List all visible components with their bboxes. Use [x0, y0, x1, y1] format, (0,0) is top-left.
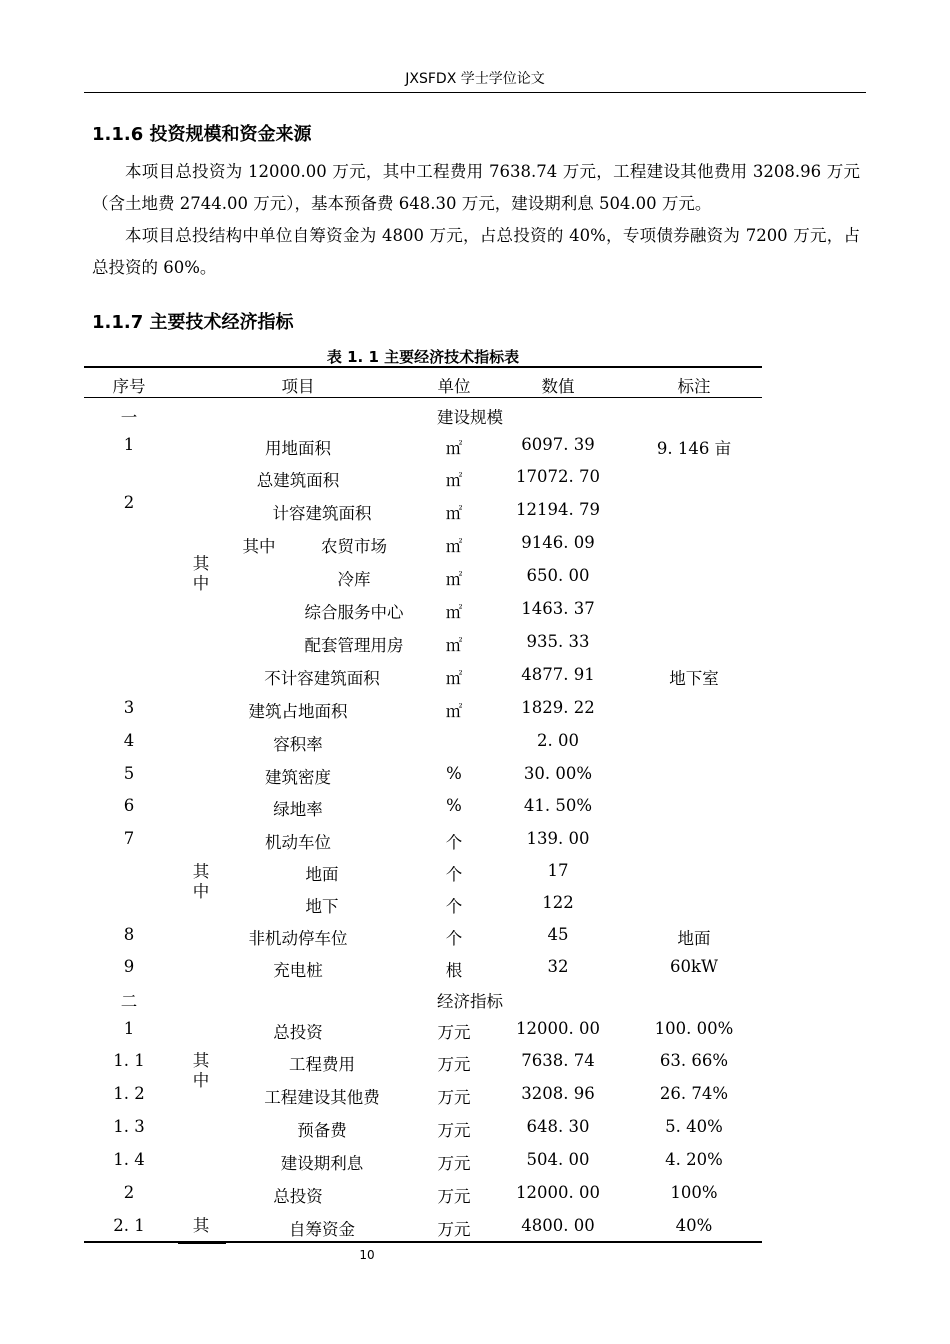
- table-cell-unit: %: [446, 764, 462, 783]
- table-cell-item: 工程建设其他费: [264, 1088, 380, 1107]
- table-cell-note: 100%: [670, 1183, 718, 1202]
- table-cell-value: 139. 00: [526, 829, 590, 848]
- table-cell-seq: 2. 1: [113, 1216, 145, 1235]
- table-cell-unit: ㎡: [445, 669, 463, 688]
- table-cell-unit: 万元: [437, 1088, 471, 1107]
- table-cell-sub: 其中: [242, 537, 276, 556]
- table-cell-item: 机动车位: [265, 833, 331, 852]
- table-cell-seq: 6: [123, 796, 135, 815]
- stub-qi-funding: 其: [192, 1216, 210, 1235]
- stub-qizhong-parking: 其中: [192, 862, 210, 901]
- table-cell-note: 9. 146 亩: [656, 439, 732, 458]
- table-cell-value: 6097. 39: [521, 435, 595, 454]
- table-cell-item: 建设期利息: [280, 1154, 364, 1173]
- table-cell-value: 12194. 79: [516, 500, 600, 519]
- table-cell-value: 650. 00: [526, 566, 590, 585]
- table-cell-note: 26. 74%: [659, 1084, 729, 1103]
- table-cell-item: 容积率: [273, 735, 323, 754]
- table-cell-unit: 万元: [437, 1187, 471, 1206]
- table-cell-item: 地面: [305, 865, 339, 884]
- table-cell-seq: 7: [123, 829, 135, 848]
- table-cell-value: 12000. 00: [516, 1183, 600, 1202]
- stub-qizhong-cost: 其中: [192, 1051, 210, 1090]
- table-cell-value: 648. 30: [526, 1117, 590, 1136]
- table-cell-unit: 个: [445, 929, 463, 948]
- table-cell-unit: 根: [445, 961, 463, 980]
- table-top-rule: [84, 366, 762, 368]
- table-cell-unit: ㎡: [445, 537, 463, 556]
- table-cell-value: 935. 33: [526, 632, 590, 651]
- table-cell-item: 非机动停车位: [248, 929, 348, 948]
- header-note: 标注: [677, 377, 711, 396]
- table-cell-unit: ㎡: [445, 471, 463, 490]
- table-cell-unit: 个: [445, 865, 463, 884]
- header-unit: 单位: [437, 377, 471, 396]
- table-cell-value: 2. 00: [537, 731, 579, 750]
- table-cell-item: 地下: [305, 897, 339, 916]
- stub-qizhong-area: 其中: [192, 554, 210, 593]
- header-value: 数值: [541, 377, 575, 396]
- table-cell-seq: 1: [123, 1019, 135, 1038]
- table-cell-item: 预备费: [297, 1121, 347, 1140]
- table-caption: 表 1. 1 主要经济技术指标表: [326, 348, 520, 366]
- table-cell-seq: 1. 1: [113, 1051, 145, 1070]
- paragraph-investment: 本项目总投资为 12000.00 万元，其中工程费用 7638.74 万元，工程建设其他费用 3208.96 万元（含土地费 2744.00 万元），基本预备费 648.30 万元，建设期利息 504.00 万元。: [92, 162, 860, 213]
- table-cell-note: 地下室: [669, 669, 719, 688]
- table-cell-note: 60kW: [670, 957, 718, 976]
- table-section-label: 建设规模: [437, 408, 503, 427]
- stub-rule: [178, 1243, 226, 1244]
- table-cell-unit: %: [446, 796, 462, 815]
- section-heading-1-1-7: 1.1.7 主要技术经济指标: [92, 312, 294, 333]
- header-seq: 序号: [112, 377, 146, 396]
- table-cell-unit: 万元: [437, 1121, 471, 1140]
- table-cell-value: 32: [547, 957, 569, 976]
- table-cell-value: 7638. 74: [521, 1051, 595, 1070]
- table-cell-seq: 1. 4: [113, 1150, 145, 1169]
- table-cell-seq: 1: [123, 435, 135, 454]
- table-cell-item: 绿地率: [273, 800, 323, 819]
- section-heading-1-1-6: 1.1.6 投资规模和资金来源: [92, 124, 312, 145]
- table-cell-unit: 万元: [437, 1220, 471, 1239]
- table-cell-note: 4. 20%: [665, 1150, 723, 1169]
- table-cell-unit: 个: [445, 833, 463, 852]
- table-cell-item: 农贸市场: [321, 537, 387, 556]
- table-cell-item: 自筹资金: [289, 1220, 355, 1239]
- table-cell-note: 40%: [675, 1216, 713, 1235]
- table-cell-value: 504. 00: [526, 1150, 590, 1169]
- table-cell-item: 计容建筑面积: [272, 504, 372, 523]
- table-header-rule: [84, 397, 762, 398]
- header-item: 项目: [281, 377, 315, 396]
- table-cell-unit: ㎡: [445, 504, 463, 523]
- table-cell-seq: 9: [123, 957, 135, 976]
- table-cell-seq: 二: [120, 992, 138, 1011]
- table-cell-value: 4877. 91: [521, 665, 595, 684]
- table-cell-value: 12000. 00: [516, 1019, 600, 1038]
- table-cell-seq: 1. 2: [113, 1084, 145, 1103]
- table-cell-unit: ㎡: [445, 702, 463, 721]
- row-seq-2: 2: [123, 493, 135, 512]
- table-cell-item: 充电桩: [273, 961, 323, 980]
- table-cell-value: 41. 50%: [523, 796, 593, 815]
- table-cell-seq: 2: [123, 1183, 135, 1202]
- table-section-label: 经济指标: [437, 992, 503, 1011]
- table-cell-value: 3208. 96: [521, 1084, 595, 1103]
- table-cell-unit: 万元: [437, 1023, 471, 1042]
- table-cell-item: 总建筑面积: [256, 471, 340, 490]
- table-cell-item: 建筑占地面积: [248, 702, 348, 721]
- paragraph-funding: 本项目总投结构中单位自筹资金为 4800 万元，占总投资的 40%，专项债券融资为 7200 万元，占总投资的 60%。: [92, 226, 860, 277]
- table-cell-value: 45: [547, 925, 569, 944]
- table-cell-value: 1829. 22: [521, 698, 595, 717]
- table-cell-item: 不计容建筑面积: [264, 669, 380, 688]
- table-cell-value: 1463. 37: [521, 599, 595, 618]
- table-cell-item: 综合服务中心: [304, 603, 404, 622]
- running-header: JXSFDX 学士学位论文: [405, 71, 545, 87]
- page-number: 10: [359, 1248, 375, 1262]
- table-cell-unit: 个: [445, 897, 463, 916]
- table-cell-value: 9146. 09: [521, 533, 595, 552]
- table-cell-seq: 5: [123, 764, 135, 783]
- table-cell-unit: ㎡: [445, 439, 463, 458]
- table-cell-value: 30. 00%: [523, 764, 593, 783]
- table-cell-value: 17072. 70: [516, 467, 600, 486]
- table-cell-note: 100. 00%: [654, 1019, 734, 1038]
- table-cell-seq: 3: [123, 698, 135, 717]
- table-cell-note: 63. 66%: [659, 1051, 729, 1070]
- table-cell-unit: 万元: [437, 1154, 471, 1173]
- table-cell-seq: 4: [123, 731, 135, 750]
- table-cell-value: 17: [547, 861, 569, 880]
- table-cell-item: 工程费用: [289, 1055, 355, 1074]
- header-rule: [84, 92, 866, 93]
- table-cell-unit: ㎡: [445, 570, 463, 589]
- table-cell-item: 配套管理用房: [304, 636, 404, 655]
- table-cell-item: 冷库: [337, 570, 371, 589]
- table-cell-unit: ㎡: [445, 636, 463, 655]
- table-cell-item: 总投资: [273, 1187, 323, 1206]
- table-cell-value: 4800. 00: [521, 1216, 595, 1235]
- table-cell-item: 用地面积: [265, 439, 331, 458]
- table-cell-seq: 1. 3: [113, 1117, 145, 1136]
- table-cell-item: 总投资: [273, 1023, 323, 1042]
- table-cell-value: 122: [542, 893, 574, 912]
- table-cell-seq: 8: [123, 925, 135, 944]
- table-cell-seq: 一: [120, 408, 138, 427]
- table-cell-item: 建筑密度: [265, 768, 331, 787]
- table-cell-note: 地面: [677, 929, 711, 948]
- table-cell-unit: 万元: [437, 1055, 471, 1074]
- table-cell-unit: ㎡: [445, 603, 463, 622]
- table-cell-note: 5. 40%: [665, 1117, 723, 1136]
